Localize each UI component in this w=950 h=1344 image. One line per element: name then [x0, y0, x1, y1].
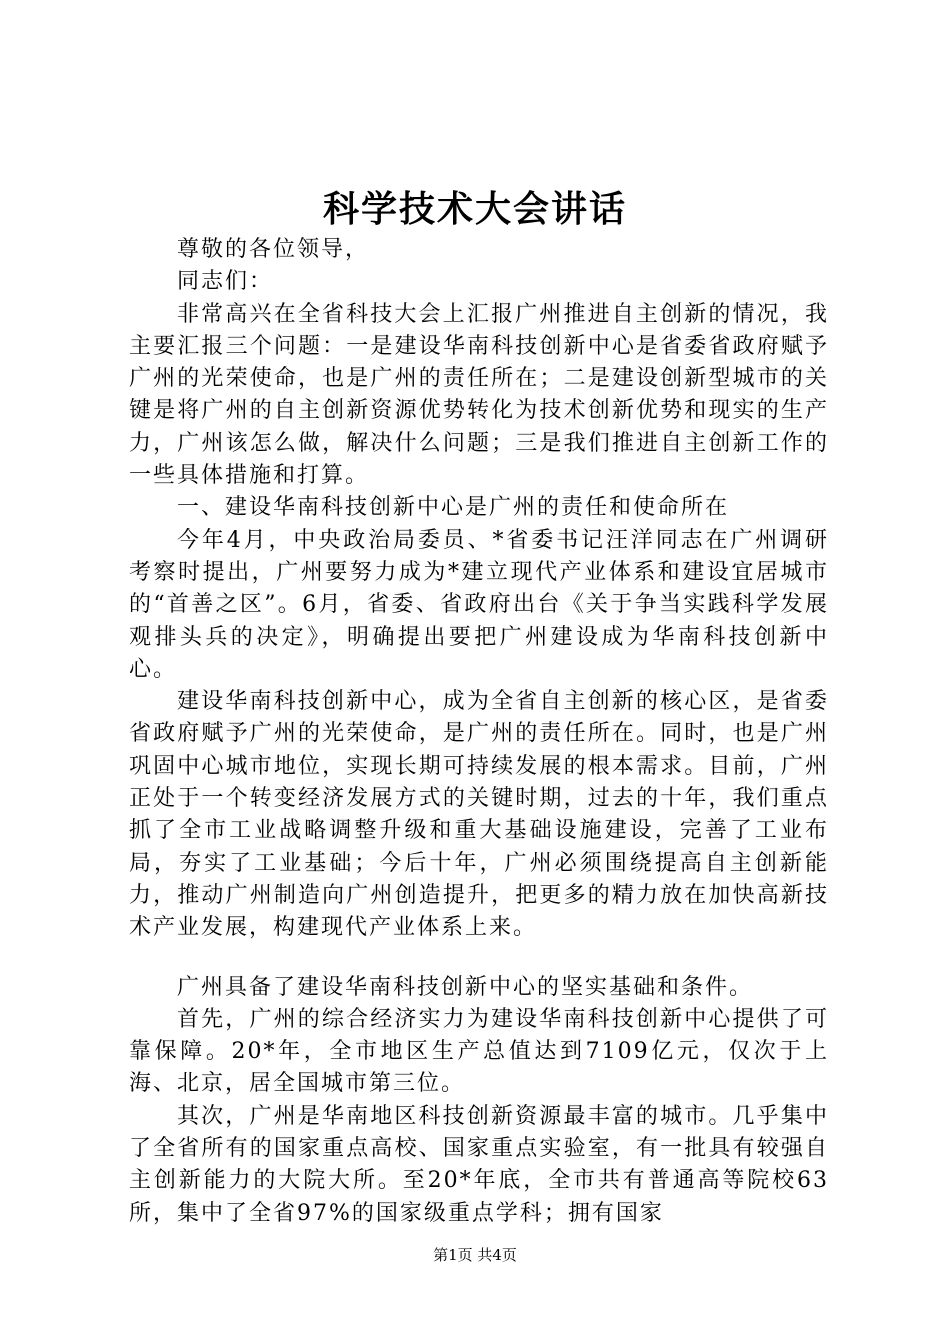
paragraph-april-visit: 今年4月，中央政治局委员、*省委书记汪洋同志在广州调研考察时提出，广州要努力成为*建立现代产业体系和建设宜居城市的“首善之区”。6月，省委、省政府出台《关于争当实践科学发展观排头兵的决定》，明确提出要把广州建设成为华南科技创新中心。	[129, 527, 829, 682]
paragraph-foundation: 广州具备了建设华南科技创新中心的坚实基础和条件。	[177, 974, 754, 1000]
salutation-comrades: 同志们：	[177, 269, 274, 295]
paragraph-second: 其次，广州是华南地区科技创新资源最丰富的城市。几乎集中了全省所有的国家重点高校、国家重点实验室，有一批具有较强自主创新能力的大院大所。至20*年底，全市共有普通高等院校63所，集中了全省97%的国家级重点学科；拥有国家	[129, 1103, 829, 1226]
salutation-leaders: 尊敬的各位领导，	[177, 237, 370, 262]
section-heading-1: 一、建设华南科技创新中心是广州的责任和使命所在	[177, 495, 730, 521]
paragraph-first: 首先，广州的综合经济实力为建设华南科技创新中心提供了可靠保障。20*年，全市地区生产总值达到7109亿元，仅次于上海、北京，居全国城市第三位。	[129, 1006, 829, 1097]
document-body	[129, 234, 829, 1230]
intro-paragraph: 非常高兴在全省科技大会上汇报广州推进自主创新的情况，我主要汇报三个问题：一是建设华南科技创新中心是省委省政府赋予广州的光荣使命，也是广州的责任所在；二是建设创新型城市的关键是将广州的自主创新资源优势转化为技术创新优势和现实的生产力，广州该怎么做，解决什么问题；三是我们推进自主创新工作的一些具体措施和打算。	[129, 301, 829, 489]
paragraph-mission: 建设华南科技创新中心，成为全省自主创新的核心区，是省委省政府赋予广州的光荣使命，是广州的责任所在。同时，也是广州巩固中心城市地位，实现长期可持续发展的根本需求。目前，广州正处于一个转变经济发展方式的关键时期，过去的十年，我们重点抓了全市工业战略调整升级和重大基础设施建设，完善了工业布局，夯实了工业基础；今后十年，广州必须围绕提高自主创新能力，推动广州制造向广州创造提升，把更多的精力放在加快高新技术产业发展，构建现代产业体系上来。	[129, 689, 829, 941]
page-number-footer: 第1页 共4页	[433, 1246, 517, 1264]
document-title: 科学技术大会讲话	[322, 188, 627, 230]
